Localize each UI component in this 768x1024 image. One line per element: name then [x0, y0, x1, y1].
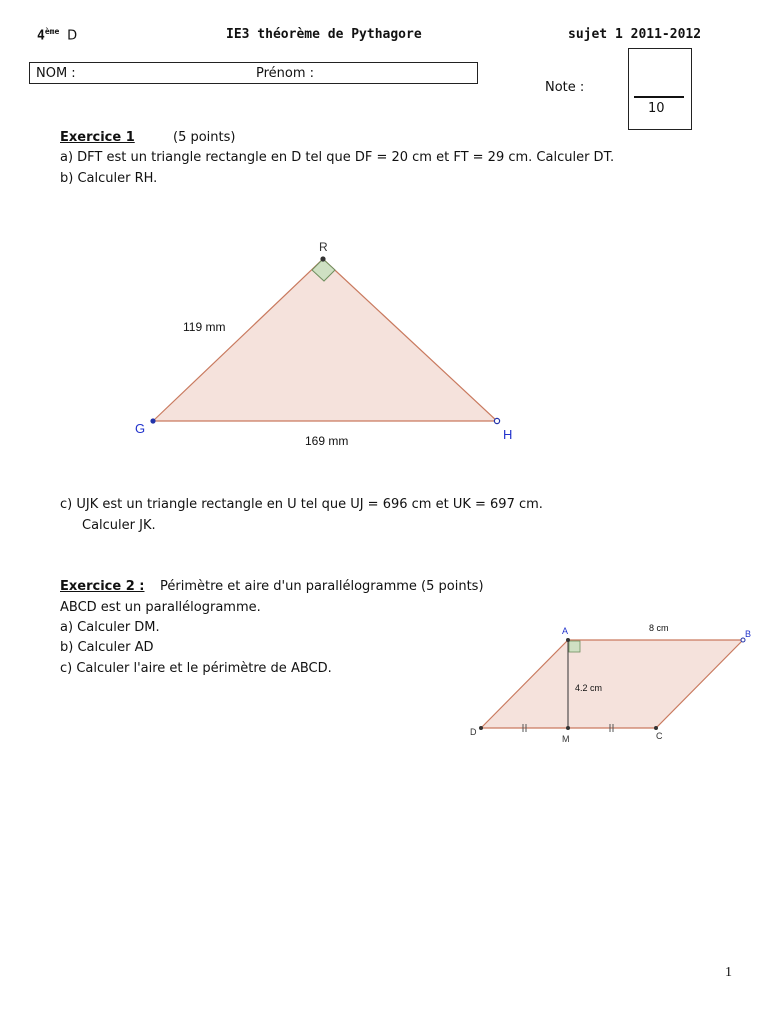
exercise1-question-b: b) Calculer RH.: [60, 171, 158, 186]
exercise1-points: (5 points): [173, 130, 236, 145]
subject-label: sujet 1 2011-2012: [568, 27, 702, 42]
point-d: [479, 726, 483, 730]
class-level: 4: [37, 28, 45, 44]
label-side-gr: 119 mm: [183, 320, 226, 334]
prenom-label: Prénom :: [256, 66, 315, 81]
nom-label: NOM :: [36, 66, 76, 81]
triangle-rgh: [153, 259, 497, 421]
label-a: A: [562, 626, 569, 636]
note-box: [628, 48, 692, 130]
class-sup: ème: [44, 27, 60, 36]
exercise2-question-c: c) Calculer l'aire et le périmètre de ABCD.: [60, 661, 332, 676]
point-h: [494, 418, 499, 423]
exercise2-intro: ABCD est un parallélogramme.: [60, 600, 261, 615]
note-label: Note :: [545, 80, 585, 95]
name-box: [29, 62, 478, 84]
note-denominator: 10: [648, 101, 665, 116]
point-a: [566, 638, 570, 642]
label-h: H: [503, 427, 513, 442]
note-fraction-line: [634, 96, 684, 98]
parallelogram-abcd: [481, 640, 743, 728]
point-r: [320, 256, 325, 261]
triangle-figure: [120, 225, 550, 475]
exercise2-question-a: a) Calculer DM.: [60, 620, 160, 635]
label-c: C: [656, 731, 663, 741]
class-label: [37, 27, 77, 43]
point-m: [566, 726, 570, 730]
parallelogram-figure: [460, 620, 765, 750]
label-height-am: 4.2 cm: [575, 683, 603, 693]
exercise1-question-c: c) UJK est un triangle rectangle en U tel que UJ = 696 cm et UK = 697 cm.: [60, 497, 543, 512]
label-side-ab: 8 cm: [649, 623, 669, 633]
exercise2-title: Exercice 2 :: [60, 579, 145, 594]
right-angle-mark-a: [569, 641, 580, 652]
exercise2-subtitle: Périmètre et aire d'un parallélogramme (5 points): [160, 579, 484, 594]
label-d: D: [470, 727, 477, 737]
class-letter: D: [67, 28, 78, 44]
page-title: IE3 théorème de Pythagore: [226, 27, 422, 42]
label-g: G: [135, 421, 146, 436]
exercise1-question-a: a) DFT est un triangle rectangle en D tel que DF = 20 cm et FT = 29 cm. Calculer DT.: [60, 150, 615, 165]
point-g: [150, 418, 155, 423]
label-b: B: [745, 629, 752, 639]
label-r: R: [319, 240, 328, 254]
exercise1-title: Exercice 1: [60, 130, 135, 145]
label-side-gh: 169 mm: [305, 434, 349, 448]
label-m: M: [562, 734, 570, 744]
page-number: 1: [725, 965, 732, 980]
exercise1-question-c2: Calculer JK.: [82, 518, 156, 533]
point-c: [654, 726, 658, 730]
exercise2-question-b: b) Calculer AD: [60, 640, 154, 655]
